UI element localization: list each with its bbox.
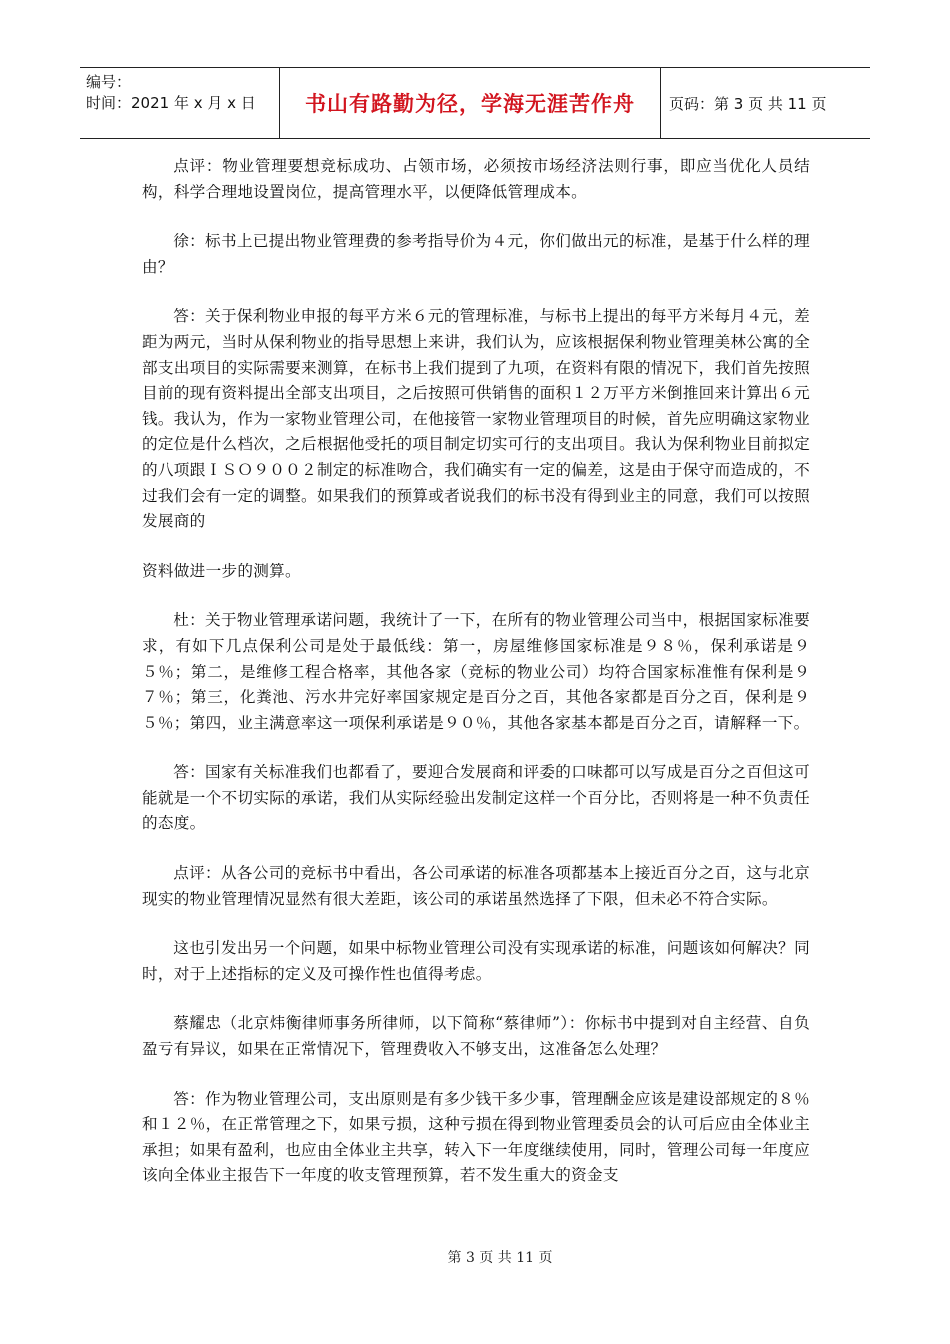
paragraph: 点评：物业管理要想竞标成功、占领市场，必须按市场经济法则行事，即应当优化人员结构，科学合理地设置岗位，提高管理水平，以便降低管理成本。: [142, 157, 810, 201]
header-page-info: 页码：第 3 页 共 11 页: [669, 94, 827, 113]
date-label: 时间：2021 年 x 月 x 日: [86, 94, 256, 112]
code-label: 编号：: [86, 73, 132, 91]
paragraph: 答：作为物业管理公司，支出原则是有多少钱干多少事，管理酬金应该是建设部规定的８％和１２％，在正常管理之下，如果亏损，这种亏损在得到物业管理委员会的认可后应由全体业主承担；如果有盈利，也应由全体业主共享，转入下一年度继续使用，同时，管理公司每一年度应该向全体业主报告下一年度的收支管理预算，若不发生重大的资金支: [142, 1089, 810, 1185]
page-footer: 第 3 页 共 11 页: [447, 1250, 553, 1266]
paragraph: 答：关于保利物业申报的每平方米６元的管理标准，与标书上提出的每平方米每月４元，差距为两元，当时从保利物业的指导思想上来讲，我们认为，应该根据保利物业管理美林公寓的全部支出项目的实际需要来测算，在标书上我们提到了九项，在资料有限的情况下，我们首先按照目前的现有资料提出全部支出项目，之后按照可供销售的面积１２万平方米倒推回来计算出６元钱。我认为，作为一家物业管理公司，在他接管一家物业管理项目的时候，首先应明确这家物业的定位是什么档次，之后根据他受托的项目制定切实可行的支出项目。我认为保利物业目前拟定的八项跟ＩＳＯ９００２制定的标准吻合，我们确实有一定的偏差，这是由于保守而造成的，不过我们会有一定的调整。如果我们的预算或者说我们的标书没有得到业主的同意，我们可以按照发展商的: [142, 307, 810, 531]
header-meta: [80, 68, 280, 138]
motto: 书山有路勤为径，学海无涯苦作舟: [305, 92, 635, 116]
page-header: [80, 67, 870, 139]
paragraph: 资料做进一步的测算。: [142, 561, 301, 580]
paragraph: 这也引发出另一个问题，如果中标物业管理公司没有实现承诺的标准，问题该如何解决？同时，对于上述指标的定义及可操作性也值得考虑。: [142, 939, 810, 983]
paragraph: 徐：标书上已提出物业管理费的参考指导价为４元，你们做出元的标准，是基于什么样的理由？: [142, 232, 810, 276]
paragraph: 点评：从各公司的竞标书中看出，各公司承诺的标准各项都基本上接近百分之百，这与北京现实的物业管理情况显然有很大差距，该公司的承诺虽然选择了下限，但未必不符合实际。: [142, 864, 810, 908]
paragraph: 答：国家有关标准我们也都看了，要迎合发展商和评委的口味都可以写成是百分之百但这可能就是一个不切实际的承诺，我们从实际经验出发制定这样一个百分比，否则将是一种不负责任的态度。: [142, 763, 810, 833]
document-body: [142, 154, 810, 1213]
paragraph: 杜：关于物业管理承诺问题，我统计了一下，在所有的物业管理公司当中，根据国家标准要求，有如下几点保利公司是处于最低线：第一，房屋维修国家标准是９８％，保利承诺是９５％；第二，是维修工程合格率，其他各家（竞标的物业公司）均符合国家标准惟有保利是９７％；第三，化粪池、污水井完好率国家规定是百分之百，其他各家都是百分之百，保利是９５％；第四，业主满意率这一项保利承诺是９０％，其他各家基本都是百分之百，请解释一下。: [142, 611, 810, 732]
paragraph: 蔡耀忠（北京炜衡律师事务所律师，以下简称“蔡律师”）：你标书中提到对自主经营、自负盈亏有异议，如果在正常情况下，管理费收入不够支出，这准备怎么处理？: [142, 1014, 810, 1059]
header-motto-cell: [280, 68, 661, 138]
